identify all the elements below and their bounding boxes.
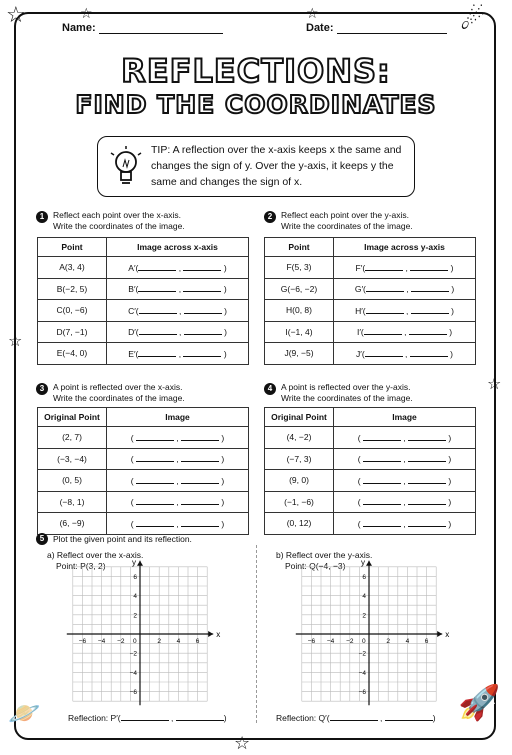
table-row (265, 300, 476, 322)
answer-blank[interactable] (364, 326, 402, 335)
date-label: Date: (306, 22, 334, 34)
answer-blank[interactable] (136, 453, 174, 462)
x-tick-label: −6 (307, 638, 316, 645)
star-icon: ☆ (234, 733, 251, 753)
answer-blank[interactable] (363, 432, 401, 441)
x-axis-label: x (216, 630, 221, 639)
answer-blank[interactable] (139, 305, 177, 314)
answer-blank[interactable] (181, 432, 219, 441)
answer-cell: ( , ) (107, 427, 249, 449)
x-tick-label: −4 (326, 638, 335, 645)
table-row (265, 343, 476, 365)
answer-cell: C′( , ) (107, 300, 249, 322)
image-label: J′( (356, 348, 365, 359)
answer-cell: ( , ) (107, 470, 249, 492)
point-cell: F(5, 3) (265, 257, 334, 279)
y-axis-label: y (132, 557, 136, 567)
answer-cell: ( , ) (334, 470, 476, 492)
answer-blank[interactable] (410, 262, 448, 271)
q5a-label: a) Reflect over the x-axis. Point: P(3, 2) (47, 550, 144, 571)
answer-cell: ( , ) (334, 491, 476, 513)
origin-label: 0 (133, 638, 137, 645)
answer-blank[interactable] (184, 305, 222, 314)
column-header: Point (265, 238, 334, 257)
rocket-icon: 🚀 (458, 684, 501, 722)
column-header: Image across y-axis (334, 238, 476, 257)
question-number: 5 (36, 533, 48, 545)
y-tick-label: 6 (133, 573, 137, 581)
answer-blank[interactable] (363, 453, 401, 462)
column-header: Original Point (265, 408, 334, 427)
answer-blank[interactable] (139, 326, 177, 335)
answer-cell: ( , ) (334, 448, 476, 470)
answer-blank[interactable] (184, 326, 222, 335)
answer-blank[interactable] (363, 518, 401, 527)
question-number: 4 (264, 383, 276, 395)
answer-blank[interactable] (121, 712, 169, 721)
answer-blank[interactable] (138, 348, 176, 357)
answer-blank[interactable] (408, 475, 446, 484)
page-title: REFLECTIONS: (121, 52, 391, 90)
y-tick-label: 2 (362, 612, 366, 620)
point-cell: (−7, 3) (265, 448, 334, 470)
image-label: F′( (355, 262, 366, 273)
x-arrow (437, 631, 442, 637)
divider (256, 545, 257, 723)
point-cell: (0, 12) (265, 513, 334, 535)
point-cell: (−3, −4) (38, 448, 107, 470)
name-date-bar (62, 22, 450, 40)
point-cell: (−8, 1) (38, 491, 107, 513)
image-label: I′( (356, 327, 364, 338)
point-cell: (0, 5) (38, 470, 107, 492)
x-tick-label: −6 (78, 638, 87, 645)
answer-cell: ( , ) (107, 491, 249, 513)
table-row (265, 257, 476, 279)
answer-cell: ( , ) (107, 448, 249, 470)
answer-blank[interactable] (408, 518, 446, 527)
date-field[interactable] (337, 23, 447, 34)
star-icon: ☆ (80, 5, 93, 21)
table-row (38, 343, 249, 365)
x-tick-label: −4 (97, 638, 106, 645)
answer-blank[interactable] (330, 712, 378, 721)
answer-cell: ( , ) (107, 513, 249, 535)
table-row (265, 321, 476, 343)
answer-blank[interactable] (176, 712, 224, 721)
point-cell: (6, −9) (38, 513, 107, 535)
image-label: G′( (354, 284, 366, 295)
answer-cell: E′( , ) (107, 343, 249, 365)
answer-blank[interactable] (138, 262, 176, 271)
point-cell: D(7, −1) (38, 321, 107, 343)
answer-blank[interactable] (365, 348, 403, 357)
y-tick-label: 6 (362, 573, 366, 581)
point-cell: J(9, −5) (265, 343, 334, 365)
star-icon: ☆ (6, 2, 26, 27)
q2-instruction: Reflect each point over the y-axis. Write the coordinates of the image. (281, 210, 413, 231)
answer-blank[interactable] (408, 496, 446, 505)
table-row (38, 491, 249, 513)
answer-cell: ( , ) (334, 513, 476, 535)
answer-blank[interactable] (181, 453, 219, 462)
point-cell: I(−1, 4) (265, 321, 334, 343)
table-row (265, 470, 476, 492)
answer-cell: A′( , ) (107, 257, 249, 279)
table-row (38, 427, 249, 449)
answer-blank[interactable] (408, 453, 446, 462)
x-tick-label: −2 (117, 638, 125, 645)
star-icon: ☆ (306, 5, 319, 21)
answer-blank[interactable] (366, 305, 404, 314)
x-axis-label: x (445, 630, 450, 639)
planet-icon: 🪐 (8, 698, 41, 728)
star-icon: ☆ (8, 333, 23, 350)
y-tick-label: −6 (358, 689, 366, 697)
table-row (265, 513, 476, 535)
q2-table (264, 237, 476, 365)
answer-blank[interactable] (136, 475, 174, 484)
point-cell: B(−2, 5) (38, 278, 107, 300)
answer-cell: J′( , ) (334, 343, 476, 365)
y-tick-label: −4 (358, 669, 366, 677)
table-row (38, 448, 249, 470)
y-tick-label: 4 (362, 593, 366, 601)
answer-cell: G′( , ) (334, 278, 476, 300)
answer-blank[interactable] (408, 432, 446, 441)
origin-label: 0 (362, 638, 366, 645)
answer-blank[interactable] (183, 262, 221, 271)
answer-blank[interactable] (411, 283, 449, 292)
point-cell: (2, 7) (38, 427, 107, 449)
point-cell: G(−6, −2) (265, 278, 334, 300)
comet-icon: ☄ (460, 4, 486, 35)
point-cell: A(3, 4) (38, 257, 107, 279)
y-tick-label: −2 (129, 650, 137, 658)
question-number: 3 (36, 383, 48, 395)
answer-blank[interactable] (181, 475, 219, 484)
q4-table (264, 407, 476, 535)
point-cell: (−1, −6) (265, 491, 334, 513)
page-subtitle: FIND THE COORDINATES (75, 90, 437, 119)
answer-blank[interactable] (409, 326, 447, 335)
answer-blank[interactable] (138, 283, 176, 292)
question-number: 2 (264, 211, 276, 223)
q5-instruction: Plot the given point and its reflection. (53, 534, 192, 544)
table-row (38, 470, 249, 492)
name-label: Name: (62, 22, 96, 34)
x-tick-label: 2 (386, 638, 391, 645)
y-tick-label: −6 (129, 689, 137, 697)
answer-blank[interactable] (366, 283, 404, 292)
answer-blank[interactable] (181, 518, 219, 527)
answer-blank[interactable] (136, 496, 174, 505)
answer-blank[interactable] (136, 518, 174, 527)
answer-blank[interactable] (365, 262, 403, 271)
table-row (265, 448, 476, 470)
x-tick-label: 6 (195, 638, 200, 645)
table-row (38, 257, 249, 279)
table-row (265, 491, 476, 513)
y-tick-label: 4 (133, 593, 137, 601)
point-cell: E(−4, 0) (38, 343, 107, 365)
answer-blank[interactable] (183, 283, 221, 292)
column-header: Point (38, 238, 107, 257)
q3-table (37, 407, 249, 535)
question-number: 1 (36, 211, 48, 223)
answer-blank[interactable] (410, 348, 448, 357)
table-row (38, 278, 249, 300)
point-cell: (4, −2) (265, 427, 334, 449)
answer-blank[interactable] (411, 305, 449, 314)
image-label: D′( (128, 327, 139, 338)
answer-blank[interactable] (363, 496, 401, 505)
answer-blank[interactable] (363, 475, 401, 484)
table-row (38, 321, 249, 343)
y-tick-label: 2 (133, 612, 137, 620)
image-label: E′( (128, 348, 139, 359)
column-header: Image across x-axis (107, 238, 249, 257)
column-header: Image (334, 408, 476, 427)
answer-cell: D′( , ) (107, 321, 249, 343)
x-tick-label: 4 (405, 638, 410, 645)
point-cell: H(0, 8) (265, 300, 334, 322)
x-arrow (208, 631, 213, 637)
table-row (38, 300, 249, 322)
point-cell: (9, 0) (265, 470, 334, 492)
answer-cell: ( , ) (334, 427, 476, 449)
q3-instruction: A point is reflected over the x-axis. Write the coordinates of the image. (53, 382, 185, 403)
image-label: C′( (128, 305, 139, 316)
x-tick-label: −2 (346, 638, 354, 645)
q1-instruction: Reflect each point over the x-axis. Write the coordinates of the image. (53, 210, 185, 231)
q5b-answer: Reflection: Q′( , ) (276, 713, 436, 723)
image-label: B′( (128, 284, 139, 295)
x-tick-label: 4 (176, 638, 181, 645)
star-icon: ☆ (487, 376, 502, 393)
y-axis-label: y (361, 557, 365, 567)
answer-blank[interactable] (136, 432, 174, 441)
column-header: Image (107, 408, 249, 427)
answer-cell: I′( , ) (334, 321, 476, 343)
answer-blank[interactable] (181, 496, 219, 505)
x-tick-label: 6 (424, 638, 429, 645)
name-field[interactable] (99, 23, 223, 34)
x-tick-label: 2 (157, 638, 162, 645)
answer-cell: H′( , ) (334, 300, 476, 322)
table-row (38, 513, 249, 535)
answer-cell: F′( , ) (334, 257, 476, 279)
q4-instruction: A point is reflected over the y-axis. Write the coordinates of the image. (281, 382, 413, 403)
image-label: A′( (128, 262, 139, 273)
answer-cell: B′( , ) (107, 278, 249, 300)
point-cell: C(0, −6) (38, 300, 107, 322)
table-row (265, 278, 476, 300)
q5a-answer: Reflection: P′( , ) (68, 713, 227, 723)
table-row (265, 427, 476, 449)
tip-box (97, 136, 415, 197)
q1-table (37, 237, 249, 365)
tip-text: TIP: A reflection over the x-axis keeps x the same and changes the sign of y. Over the y-axis, it keeps y the same and changes the sign of x. (151, 144, 402, 188)
answer-blank[interactable] (183, 348, 221, 357)
image-label: H′( (355, 305, 366, 316)
column-header: Original Point (38, 408, 107, 427)
q5b-label: b) Reflect over the y-axis. Point: Q(−4, −3) (276, 550, 373, 571)
y-tick-label: −4 (129, 669, 137, 677)
answer-blank[interactable] (385, 712, 433, 721)
y-tick-label: −2 (358, 650, 366, 658)
lightbulb-icon (108, 145, 144, 189)
